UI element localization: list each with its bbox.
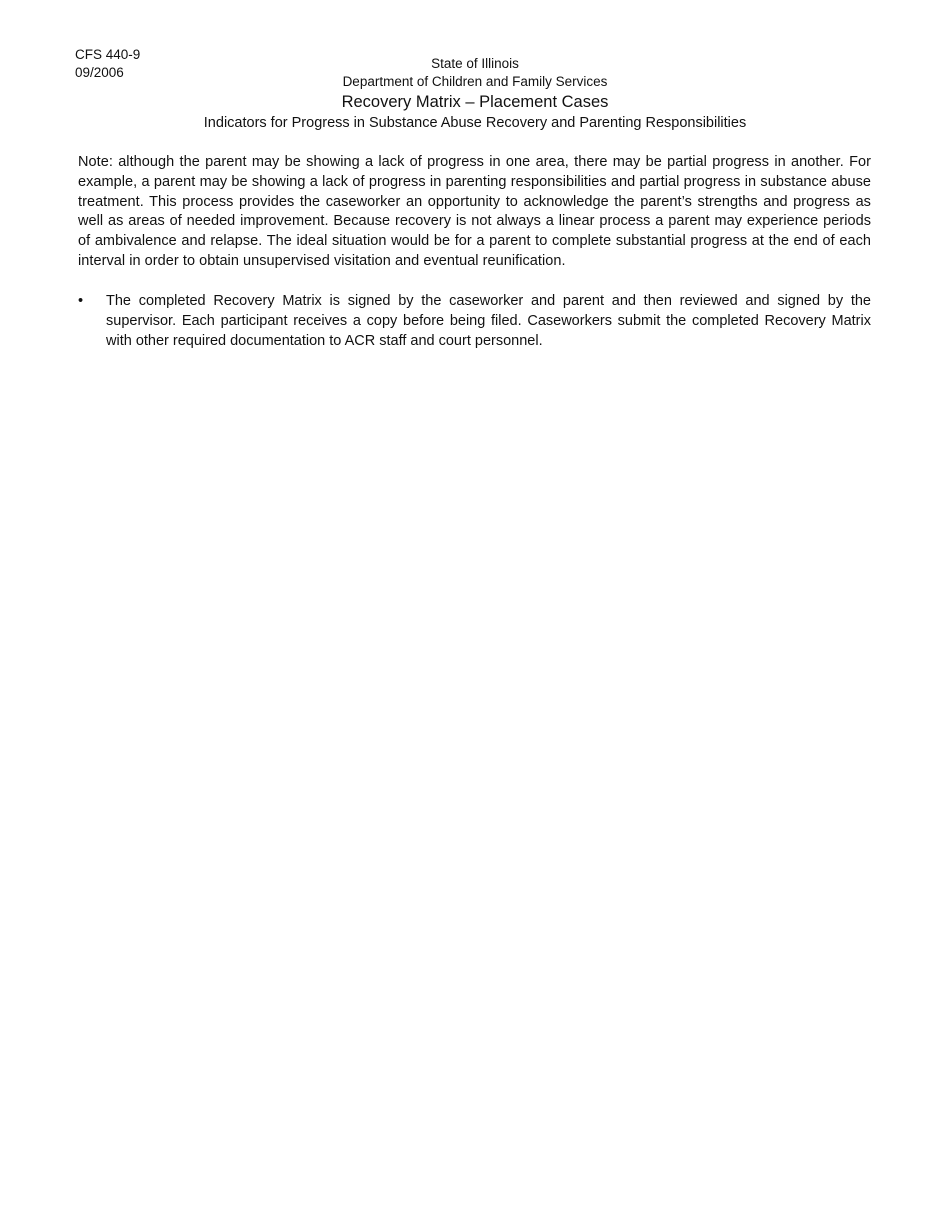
- form-number: CFS 440-9: [75, 47, 141, 62]
- department-name: Department of Children and Family Services: [342, 74, 608, 89]
- document-header: [0, 55, 950, 133]
- document-title: Recovery Matrix – Placement Cases: [341, 93, 609, 111]
- bullet-icon: •: [78, 293, 84, 309]
- note-paragraph: Note: although the parent may be showing a lack of progress in one area, there may be partial progress in another. For example, a parent may be showing a lack of progress in parenting responsibilities and partial progress in substance abuse treatment. This process provides the caseworker an opportunity to acknowledge the parent’s strengths and progress as well as areas of needed improvement. Because recovery is not always a linear process a parent may experience periods of ambivalence and relapse. The ideal situation would be for a parent to complete substantial progress at the end of each interval in order to obtain unsupervised visitation and eventual reunification.: [78, 154, 871, 269]
- instructions-list: [78, 292, 871, 351]
- form-date: 09/2006: [75, 65, 124, 80]
- state-name: State of Illinois: [431, 56, 519, 71]
- list-item-text: The completed Recovery Matrix is signed by the caseworker and parent and then reviewed and signed by the supervisor. Each participant receives a copy before being filed. Caseworkers submit the completed Recovery Matrix with other required documentation to ACR staff and court personnel.: [106, 293, 871, 349]
- list-item: [78, 292, 871, 351]
- document-subtitle: Indicators for Progress in Substance Abuse Recovery and Parenting Responsibilities: [203, 115, 747, 131]
